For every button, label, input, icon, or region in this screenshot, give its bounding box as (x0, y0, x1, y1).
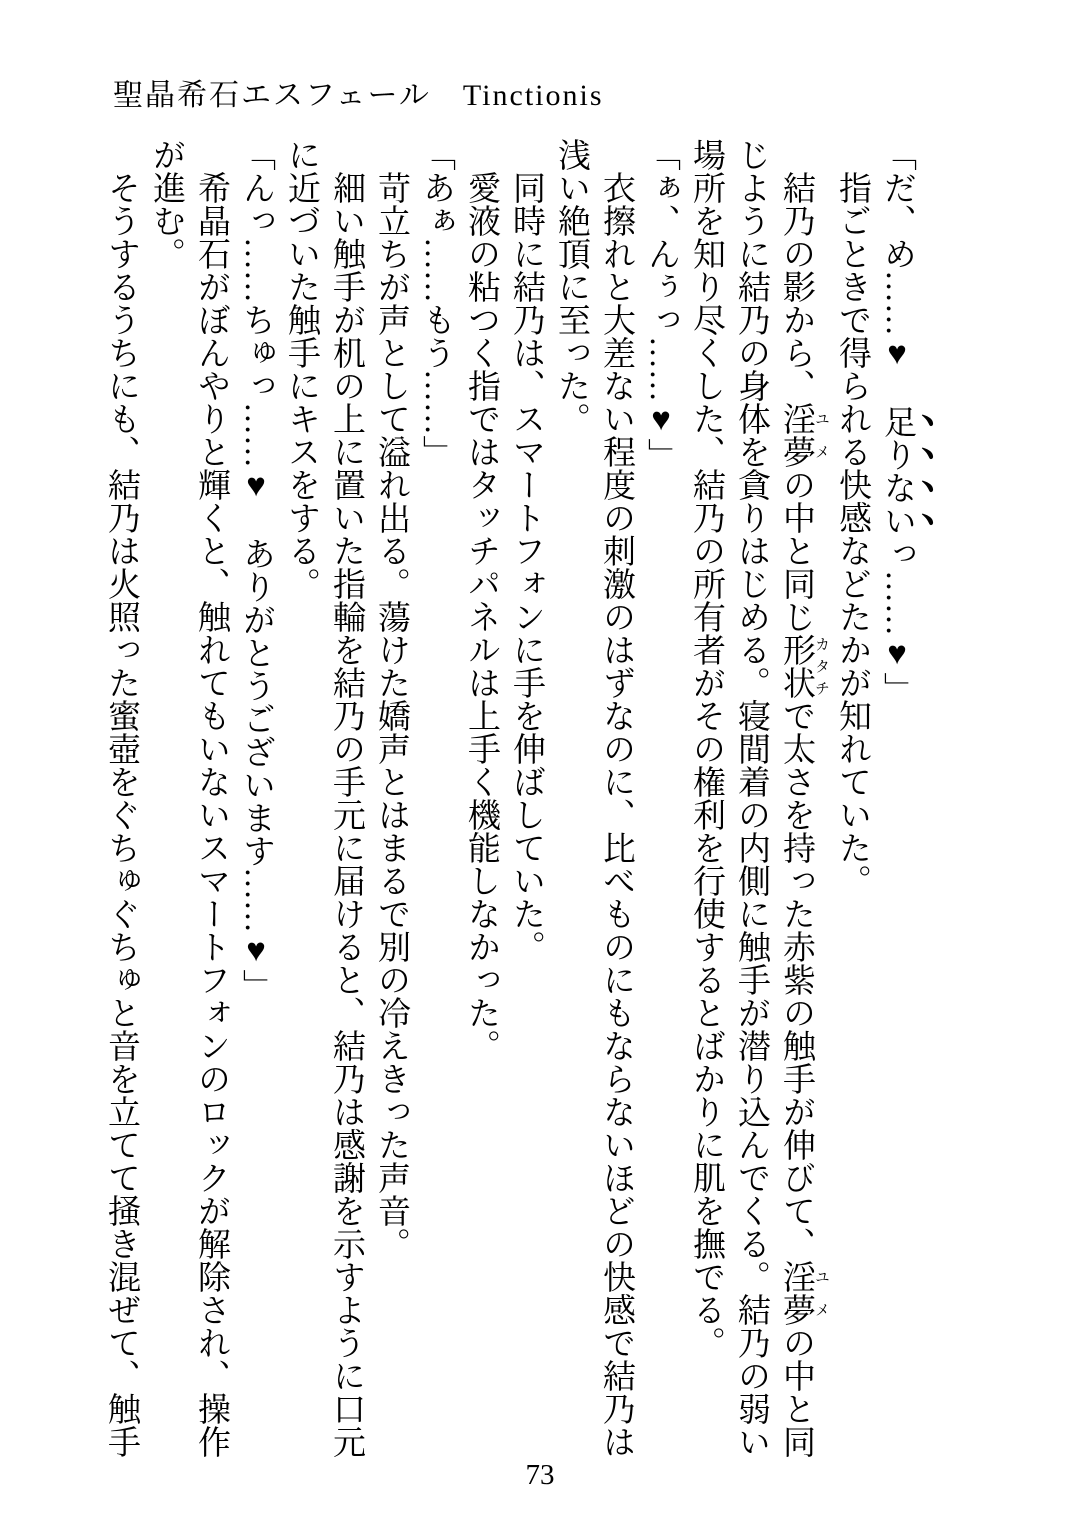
narrative-paragraph (278, 138, 368, 1458)
ruby-annotated-word: 淫夢 ユメ (778, 1260, 829, 1326)
text-run: 指ごときで得られる快感などたかが知れていた。 (834, 171, 870, 897)
text-run: の中と同じように結乃の身体を貪りはじめる。寝間着の内側に触手が潜り込んでくる。結乃の弱い場所を知り尽くした、結乃の所有者がその権利を行使するとばかりに肌を撫でる。 (688, 138, 814, 1458)
narrative-paragraph (368, 138, 413, 1458)
dialogue-paragraph (413, 138, 458, 1458)
text-run: で太さを持った赤紫の触手が伸びて、 (778, 699, 814, 1260)
narrative-paragraph (683, 138, 829, 1458)
text-run: 同時に結乃は、スマートフォンに手を伸ばしていた。 (508, 171, 544, 963)
text-run: そうするうちにも、結乃は火照った蜜壺をぐちゅぐちゅと音を立てて掻き混ぜて、触手 (103, 171, 139, 1458)
text-body (98, 138, 940, 1458)
emphasized-text-run: 足りない (879, 405, 915, 537)
text-run: 細い触手が机の上に置いた指輪を結乃の手元に届けると、結乃は感謝を示すように口元に近づいた触手にキスをする。 (283, 138, 364, 1458)
text-run: 愛液の粘つく指ではタッチパネルは上手く機能しなかった。 (463, 171, 499, 1062)
narrative-paragraph (829, 138, 874, 1458)
text-run: 苛立ちが声として溢れ出る。蕩けた嬌声とはまるで別の冷えきった声音。 (373, 171, 409, 1260)
text-run: 「んっ……ちゅっ……♥ ありがとうございます……♥」 (238, 138, 274, 1002)
ruby-annotated-word: 形状 カタチ (778, 633, 829, 699)
dialogue-paragraph (233, 138, 278, 1458)
narrative-paragraph (503, 138, 548, 1458)
text-run: 衣擦れと大差ない程度の刺激のはずなのに、比べものにもならないほどの快感で結乃は浅い絶頂に至った。 (553, 138, 634, 1458)
narrative-paragraph (98, 138, 143, 1458)
text-run: 「だ、め……♥ (879, 138, 915, 405)
dialogue-paragraph (874, 138, 940, 1458)
narrative-paragraph (143, 138, 233, 1458)
text-run: 「あぁ……もう……」 (418, 138, 454, 468)
ruby-annotated-word: 淫夢 ユメ (778, 402, 829, 468)
dialogue-paragraph (638, 138, 683, 1458)
text-run: 結乃の影から、 (778, 171, 814, 402)
text-run: の中と同じ (778, 468, 814, 633)
text-run: 希晶石がぼんやりと輝くと、触れてもいないスマートフォンのロックが解除され、操作が進む。 (148, 138, 229, 1458)
page-number: 73 (525, 1459, 555, 1491)
narrative-paragraph (458, 138, 503, 1458)
text-run: っ……♥」 (879, 537, 915, 705)
running-head-title: 聖晶希石エスフェール Tinctionis (113, 79, 604, 112)
narrative-paragraph (548, 138, 638, 1458)
text-run: 「ぁ、んぅっ……♥」 (643, 138, 679, 471)
